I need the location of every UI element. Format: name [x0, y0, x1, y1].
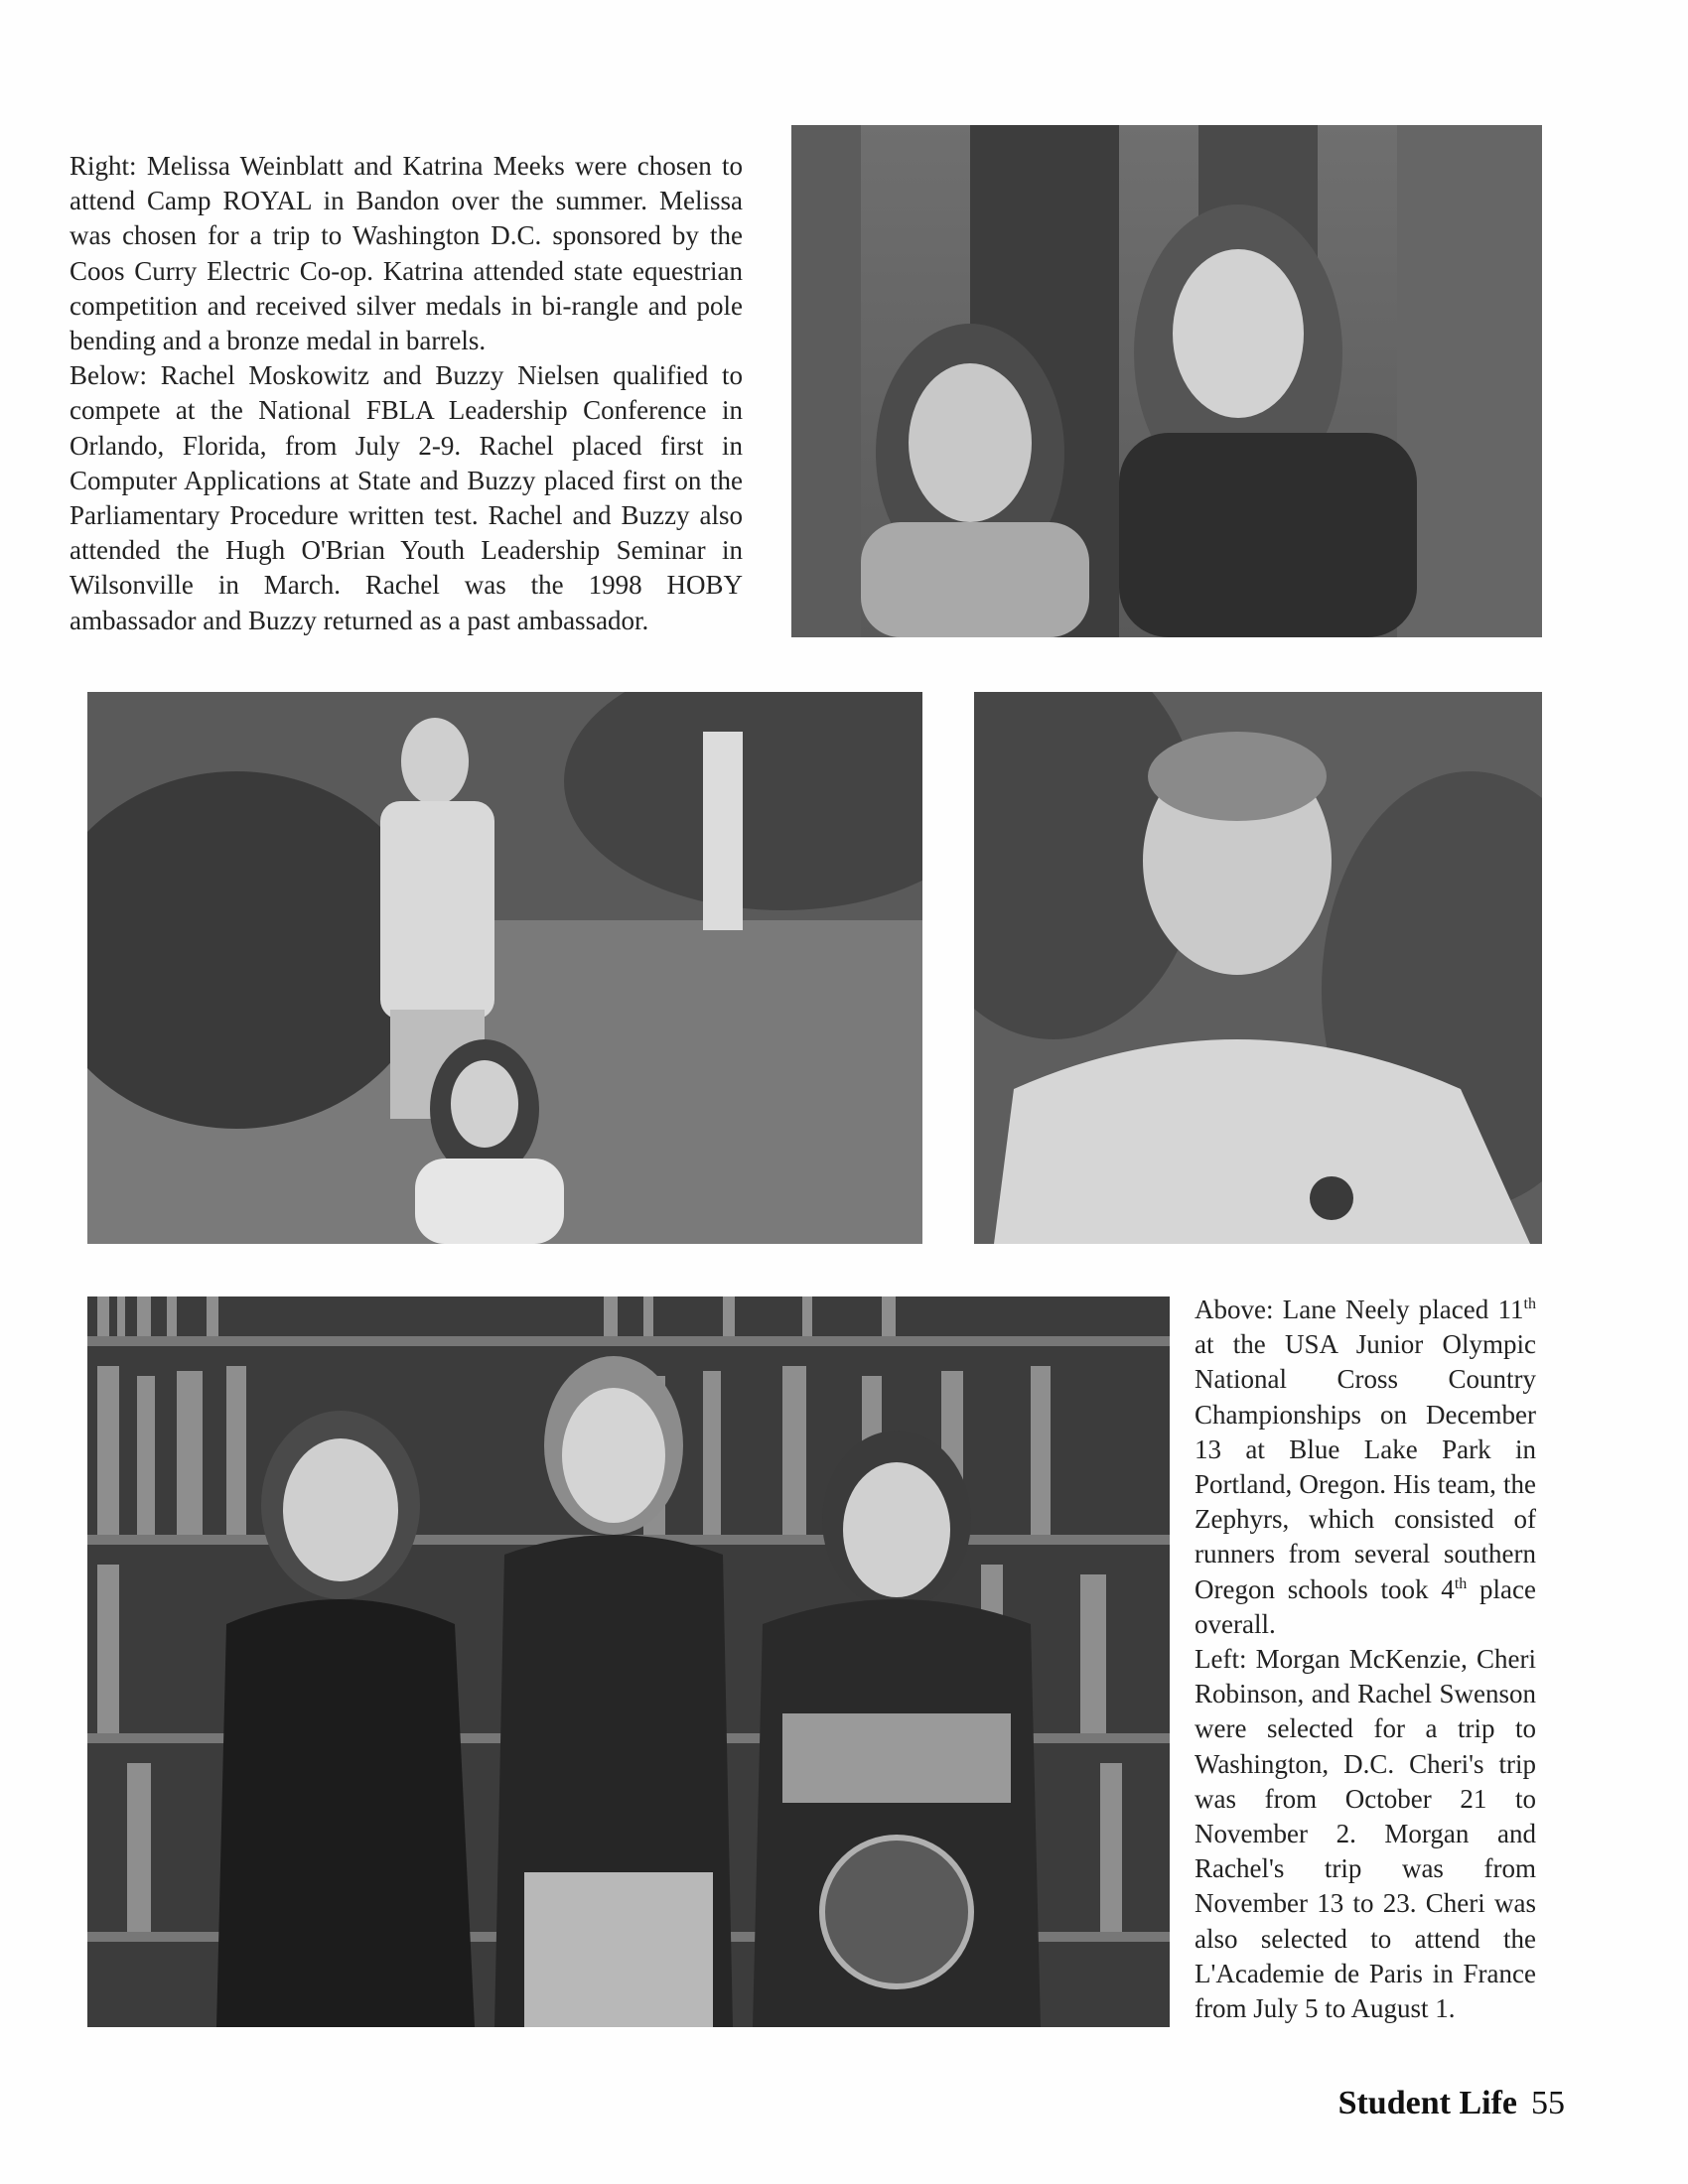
caption-above-label: Above:: [1195, 1295, 1274, 1324]
caption-above-sup-1: th: [1523, 1296, 1536, 1312]
caption-right-text: Melissa Weinblatt and Katrina Meeks were chosen to attend Camp ROYAL in Bandon over the summer. Melissa was chosen for a trip to Washington D.C. sponsored by the Coos Curry Electric Co-op. Katrina attended state equestrian competition and received silver medals in bi-rangle and pole bending and a bronze medal in barrels.: [70, 151, 743, 356]
caption-above-text-1: Lane Neely placed 11: [1282, 1295, 1524, 1324]
photo-three-girls-library-image: [87, 1297, 1170, 2027]
caption-side: [1195, 1293, 1536, 2026]
page-footer: [1338, 2085, 1565, 2122]
footer-page-number: 55: [1531, 2085, 1565, 2121]
photo-two-students-park-image: [87, 692, 922, 1244]
caption-above-text-3: place overall.: [1195, 1573, 1536, 1639]
photo-boy-portrait: [974, 692, 1542, 1244]
caption-below-paragraph: [70, 358, 743, 638]
caption-below-text: Rachel Moskowitz and Buzzy Nielsen qualified to compete at the National FBLA Leadership Conference in Orlando, Florida, from July 2-9. Rachel placed first in Computer Applications at State and Buzzy placed first on the Parliamentary Procedure written test. Rachel and Buzzy also attended the Hugh O'Brian Youth Leadership Seminar in Wilsonville in March. Rachel was the 1998 HOBY ambassador and Buzzy returned as a past ambassador.: [70, 360, 743, 635]
photo-two-girls-tree: [791, 125, 1542, 637]
caption-below-label: Below:: [70, 360, 147, 391]
caption-left-paragraph: [1195, 1642, 1536, 2026]
caption-right-label: Right:: [70, 151, 137, 181]
photo-boy-portrait-image: [974, 692, 1542, 1244]
photo-two-students-park: [87, 692, 922, 1244]
caption-right-paragraph: [70, 149, 743, 358]
footer-section-title: Student Life: [1337, 2085, 1517, 2121]
caption-left-label: Left:: [1195, 1644, 1247, 1675]
caption-top: [70, 149, 743, 638]
photo-three-girls-library: [87, 1297, 1170, 2027]
caption-above-text-2: at the USA Junior Olympic National Cross Country Championships on December 13 at Blue Lake Park in Portland, Oregon. His team, the Zephyrs, which consisted of runners from several southern Oregon schools took 4: [1195, 1329, 1536, 1604]
caption-left-text: Morgan McKenzie, Cheri Robinson, and Rachel Swenson were selected for a trip to Washington, D.C. Cheri's trip was from October 21 to November 2. Morgan and Rachel's trip was from November 13 to 23. Cheri was also selected to attend the L'Academie de Paris in France from July 5 to August 1.: [1195, 1644, 1536, 2024]
photo-two-girls-tree-image: [791, 125, 1542, 637]
caption-above-paragraph: [1195, 1293, 1536, 1642]
caption-above-sup-2: th: [1454, 1574, 1468, 1592]
